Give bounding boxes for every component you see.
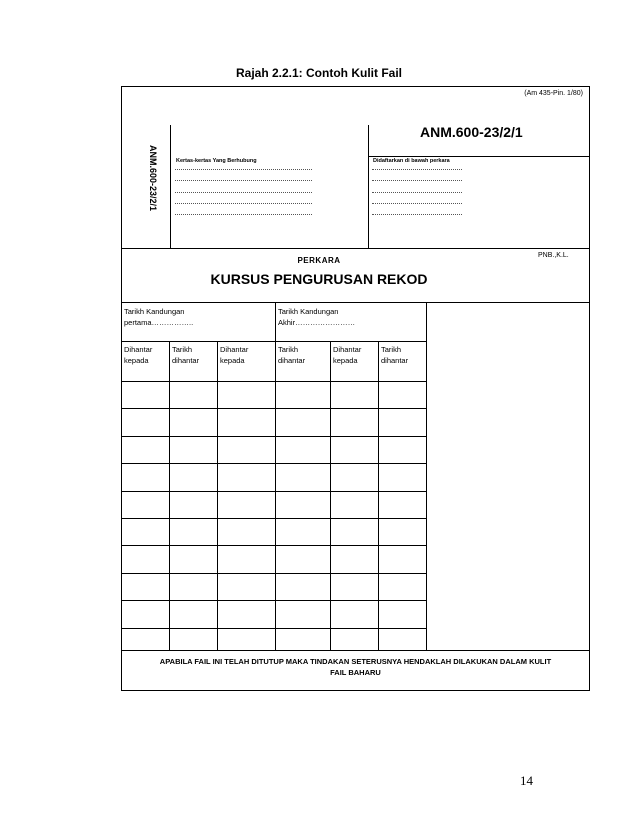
closing-note-line2: FAIL BAHARU — [330, 668, 381, 677]
column-header — [172, 344, 199, 366]
column-header-line1: Tarikh — [381, 345, 402, 354]
table-row-line — [121, 573, 426, 574]
registered-under-line — [372, 192, 462, 193]
column-header — [333, 344, 361, 366]
related-paper-line — [175, 203, 312, 204]
table-row-line — [121, 436, 426, 437]
column-header — [220, 344, 248, 366]
table-row-line — [121, 518, 426, 519]
header-top-line — [121, 341, 426, 342]
registered-under-line — [372, 214, 462, 215]
spine-divider — [170, 125, 171, 248]
registered-under-line — [372, 203, 462, 204]
dates-top-line — [121, 302, 590, 303]
last-date-label: Tarikh Kandungan — [278, 307, 339, 316]
table-column-line — [169, 341, 170, 650]
table-row-line — [121, 628, 426, 629]
dates-divider — [275, 302, 276, 341]
column-header-line1: Tarikh — [278, 345, 299, 354]
registered-under-label: Didaftarkan di bawah perkara — [373, 158, 450, 164]
related-paper-line — [175, 192, 312, 193]
table-row-line — [121, 381, 426, 382]
first-date-label: Tarikh Kandungan — [124, 307, 185, 316]
closing-note — [121, 656, 590, 678]
related-divider — [368, 125, 369, 248]
column-header-line2: dihantar — [278, 356, 306, 365]
first-content-date — [124, 306, 193, 328]
column-header-line1: Dihantar — [333, 345, 362, 354]
first-date-value: pertama…………….. — [124, 318, 194, 327]
column-header — [124, 344, 152, 366]
registered-under-line — [372, 180, 462, 181]
column-header-line2: dihantar — [172, 356, 200, 365]
table-column-line — [330, 341, 331, 650]
closing-note-line1: APABILA FAIL INI TELAH DITUTUP MAKA TINDAKAN SETERUSNYA HENDAKLAH DILAKUKAN DALAM KULIT — [159, 657, 552, 666]
top-section-bottom-line — [121, 248, 590, 249]
registered-under-line — [372, 169, 462, 170]
spine-label — [138, 128, 168, 228]
table-row-line — [121, 600, 426, 601]
page-number: 14 — [520, 773, 533, 788]
table-column-line — [217, 341, 218, 650]
column-header-line1: Tarikh — [172, 345, 193, 354]
table-row-line — [121, 491, 426, 492]
figure-caption: Rajah 2.2.1: Contoh Kulit Fail — [235, 66, 402, 80]
table-column-line — [275, 341, 276, 650]
pnb-label: PNB.,K.L. — [538, 252, 569, 259]
related-paper-line — [175, 169, 312, 170]
last-date-value: Akhir…………………… — [278, 318, 356, 327]
related-paper-line — [175, 214, 312, 215]
table-column-line — [378, 341, 379, 650]
column-header-line1: Dihantar — [124, 345, 153, 354]
last-content-date — [278, 306, 355, 328]
table-bottom-line — [121, 650, 590, 651]
column-header-line2: kepada — [124, 356, 149, 365]
related-paper-line — [175, 180, 312, 181]
filenum-underline — [368, 156, 590, 157]
column-header — [278, 344, 305, 366]
table-row-line — [121, 463, 426, 464]
column-header-line2: dihantar — [381, 356, 409, 365]
table-row-line — [121, 408, 426, 409]
file-number: ANM.600-23/2/1 — [420, 124, 523, 140]
column-header — [381, 344, 408, 366]
related-papers-label: Kertas-kertas Yang Berhubung — [176, 158, 257, 164]
column-header-line1: Dihantar — [220, 345, 249, 354]
form-reference: (Am 435-Pin. 1/80) — [524, 90, 583, 97]
table-right-border — [426, 302, 427, 650]
spine-number: ANM.600-23/2/1 — [148, 144, 158, 212]
column-header-line2: kepada — [220, 356, 245, 365]
file-subject: KURSUS PENGURUSAN REKOD — [210, 271, 428, 287]
column-header-line2: kepada — [333, 356, 358, 365]
perkara-label: PERKARA — [297, 256, 341, 265]
table-row-line — [121, 545, 426, 546]
